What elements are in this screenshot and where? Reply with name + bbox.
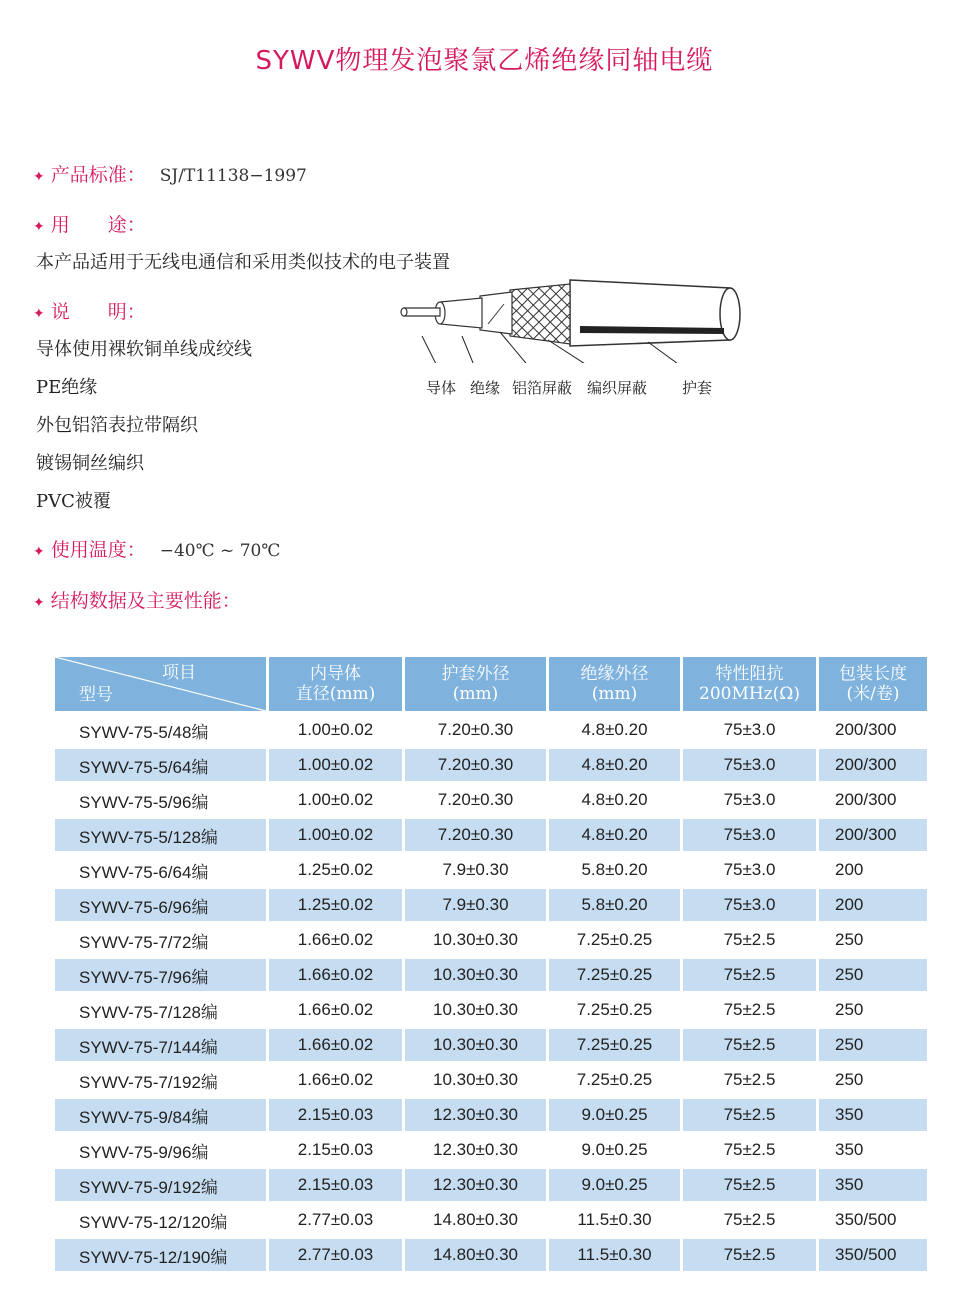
section-standard <box>33 160 307 187</box>
insulation-od-cell: 7.25±0.25 <box>549 959 680 991</box>
standard-value: SJ/T11138−1997 <box>159 166 307 186</box>
header-insulation-od <box>549 657 680 711</box>
table-row <box>55 1134 927 1166</box>
impedance-cell: 75±2.5 <box>683 1169 816 1201</box>
impedance-cell: 75±2.5 <box>683 959 816 991</box>
jacket-od-cell: 12.30±0.30 <box>405 1169 546 1201</box>
inner-diameter-cell: 1.66±0.02 <box>297 930 374 949</box>
label-braid-shield: 编织屏蔽 <box>587 379 648 397</box>
inner-diameter-cell: 1.66±0.02 <box>269 959 402 991</box>
usage-label: 用 途： <box>50 214 146 236</box>
impedance-cell: 75±2.5 <box>683 1099 816 1131</box>
model-cell: SYWV-75-5/48编 <box>79 722 209 742</box>
star-bullet-icon: ✦ <box>33 219 45 235</box>
package-length-cell: 250 <box>819 1029 927 1061</box>
model-cell: SYWV-75-9/192编 <box>55 1169 266 1201</box>
inner-diameter-cell: 1.25±0.02 <box>269 889 402 921</box>
package-length-cell: 350/500 <box>819 1239 927 1271</box>
table-row <box>55 714 927 746</box>
jacket-od-cell: 12.30±0.30 <box>405 1099 546 1131</box>
inner-diameter-cell: 1.66±0.02 <box>297 1000 374 1019</box>
jacket-shape <box>570 280 736 346</box>
table-row <box>55 749 927 781</box>
temperature-value: −40℃ ~ 70℃ <box>159 541 281 561</box>
insulation-od-cell: 5.8±0.20 <box>549 889 680 921</box>
label-foil-shield: 铝箔屏蔽 <box>512 379 573 397</box>
table-row <box>55 889 927 921</box>
jacket-od-cell: 14.80±0.30 <box>405 1239 546 1271</box>
star-bullet-icon: ✦ <box>33 306 45 322</box>
table-row <box>55 1029 927 1061</box>
page-title: SYWV物理发泡聚氯乙烯绝缘同轴电缆 <box>255 46 714 76</box>
impedance-cell: 75±2.5 <box>723 1210 776 1229</box>
package-length-cell: 200 <box>819 889 927 921</box>
jacket-od-cell: 7.20±0.30 <box>437 790 514 809</box>
inner-diameter-cell: 2.77±0.03 <box>269 1239 402 1271</box>
table-row <box>55 854 927 886</box>
header-line: 200MHz(Ω) <box>699 684 800 704</box>
corner-model-label: 型号 <box>79 685 113 705</box>
insulation-od-cell: 11.5±0.30 <box>549 1239 680 1271</box>
arrow-conductor <box>422 336 444 363</box>
jacket-od-cell: 12.30±0.30 <box>433 1140 518 1159</box>
insulation-od-cell: 9.0±0.25 <box>549 1099 680 1131</box>
impedance-cell: 75±2.5 <box>683 1239 816 1271</box>
inner-diameter-cell: 1.00±0.02 <box>297 720 374 739</box>
star-bullet-icon: ✦ <box>33 544 45 560</box>
package-length-cell: 350 <box>819 1169 927 1201</box>
model-cell: SYWV-75-7/96编 <box>55 959 266 991</box>
model-cell: SYWV-75-7/192编 <box>79 1072 218 1092</box>
impedance-cell: 75±3.0 <box>723 790 776 809</box>
insulation-od-cell: 4.8±0.20 <box>581 790 648 809</box>
label-conductor: 导体 <box>426 379 457 397</box>
header-jacket-od <box>405 657 546 711</box>
inner-diameter-cell: 2.77±0.03 <box>297 1210 374 1229</box>
inner-diameter-cell: 2.15±0.03 <box>297 1140 374 1159</box>
header-inner-conductor <box>269 657 402 711</box>
arrow-insulation <box>462 336 480 363</box>
insulation-od-cell: 9.0±0.25 <box>549 1169 680 1201</box>
star-bullet-icon: ✦ <box>33 595 45 611</box>
package-length-cell: 350 <box>819 1099 927 1131</box>
spec-table <box>52 654 930 1274</box>
table-row <box>55 924 927 956</box>
jacket-od-cell: 7.9±0.30 <box>405 889 546 921</box>
impedance-cell: 75±2.5 <box>723 1070 776 1089</box>
insulation-od-cell: 7.25±0.25 <box>576 1070 653 1089</box>
temperature-label: 使用温度： <box>50 539 146 561</box>
header-line: (mm) <box>591 684 638 704</box>
package-length-cell: 200/300 <box>835 720 897 739</box>
insulation-od-cell: 7.25±0.25 <box>576 930 653 949</box>
model-cell: SYWV-75-7/144编 <box>55 1029 266 1061</box>
arrow-jacket <box>648 342 700 363</box>
corner-item-label: 项目 <box>162 663 196 683</box>
table-row <box>55 819 927 851</box>
description-line: 镀锡铜丝编织 <box>36 453 144 474</box>
jacket-od-cell: 10.30±0.30 <box>433 930 518 949</box>
braid-shape <box>510 284 570 344</box>
insulation-od-cell: 7.25±0.25 <box>576 1000 653 1019</box>
label-insulation: 绝缘 <box>470 379 501 397</box>
jacket-od-cell: 7.9±0.30 <box>442 860 509 879</box>
inner-diameter-cell: 1.00±0.02 <box>297 790 374 809</box>
impedance-cell: 75±3.0 <box>683 819 816 851</box>
description-line: 导体使用裸软铜单线成绞线 <box>36 339 252 360</box>
header-line: (mm) <box>452 684 499 704</box>
impedance-cell: 75±3.0 <box>683 749 816 781</box>
section-temperature <box>33 535 280 562</box>
label-jacket: 护套 <box>682 379 713 397</box>
impedance-cell: 75±2.5 <box>723 1000 776 1019</box>
jacket-od-cell: 7.20±0.30 <box>437 720 514 739</box>
description-line: PVC被覆 <box>36 491 111 512</box>
conductor-end-shape <box>401 308 407 316</box>
model-cell: SYWV-75-5/96编 <box>79 792 209 812</box>
jacket-od-cell: 14.80±0.30 <box>433 1210 518 1229</box>
impedance-cell: 75±3.0 <box>723 720 776 739</box>
header-line: 护套外径 <box>441 664 510 684</box>
impedance-cell: 75±2.5 <box>683 1029 816 1061</box>
section-description <box>33 297 146 324</box>
header-impedance <box>683 657 816 711</box>
package-length-cell: 350 <box>835 1140 864 1159</box>
jacket-od-cell: 10.30±0.30 <box>405 959 546 991</box>
header-line: 特性阻抗 <box>715 664 784 684</box>
model-cell: SYWV-75-12/120编 <box>79 1212 228 1232</box>
description-line: PE绝缘 <box>36 377 98 398</box>
impedance-cell: 75±3.0 <box>683 889 816 921</box>
model-cell: SYWV-75-9/96编 <box>79 1142 209 1162</box>
insulation-od-cell: 4.8±0.20 <box>581 720 648 739</box>
insulation-od-cell: 9.0±0.25 <box>581 1140 648 1159</box>
impedance-cell: 75±3.0 <box>723 860 776 879</box>
header-line: 绝缘外径 <box>580 664 649 684</box>
header-package-length <box>819 657 927 711</box>
insulation-od-cell: 4.8±0.20 <box>549 749 680 781</box>
header-line: 包装长度 <box>839 664 907 684</box>
cable-diagram <box>400 268 750 363</box>
inner-diameter-cell: 1.25±0.02 <box>297 860 374 879</box>
package-length-cell: 200/300 <box>835 790 897 809</box>
structure-label: 结构数据及主要性能： <box>50 590 241 612</box>
model-cell: SYWV-75-9/84编 <box>55 1099 266 1131</box>
package-length-cell: 200 <box>835 860 864 879</box>
table-body <box>55 714 927 1271</box>
package-length-cell: 250 <box>819 959 927 991</box>
package-length-cell: 250 <box>835 1000 864 1019</box>
model-cell: SYWV-75-7/128编 <box>79 1002 218 1022</box>
table-row <box>55 1064 927 1096</box>
package-length-cell: 200/300 <box>819 819 927 851</box>
package-length-cell: 250 <box>835 930 864 949</box>
package-length-cell: 250 <box>835 1070 864 1089</box>
package-length-cell: 200/300 <box>819 749 927 781</box>
table-row <box>55 1204 927 1236</box>
table-row <box>55 1169 927 1201</box>
insulation-od-cell: 4.8±0.20 <box>549 819 680 851</box>
model-cell: SYWV-75-5/64编 <box>55 749 266 781</box>
standard-label: 产品标准： <box>50 164 146 186</box>
model-cell: SYWV-75-6/64编 <box>79 862 209 882</box>
foil-shape <box>480 292 512 334</box>
inner-diameter-cell: 1.66±0.02 <box>297 1070 374 1089</box>
star-bullet-icon: ✦ <box>33 169 45 185</box>
model-cell: SYWV-75-7/72编 <box>79 932 209 952</box>
insulation-od-cell: 7.25±0.25 <box>549 1029 680 1061</box>
jacket-od-cell: 7.20±0.30 <box>405 749 546 781</box>
inner-diameter-cell: 2.15±0.03 <box>269 1169 402 1201</box>
table-row <box>55 959 927 991</box>
description-label: 说 明： <box>50 301 146 323</box>
model-cell: SYWV-75-6/96编 <box>55 889 266 921</box>
header-line: 内导体 <box>310 664 361 684</box>
impedance-cell: 75±2.5 <box>723 1140 776 1159</box>
corner-header <box>55 657 266 711</box>
header-line: (米/卷) <box>846 684 900 704</box>
insulation-od-cell: 11.5±0.30 <box>577 1210 652 1229</box>
conductor-shape <box>404 308 440 316</box>
header-line: 直径(mm) <box>295 684 376 704</box>
table-row <box>55 784 927 816</box>
jacket-od-cell: 10.30±0.30 <box>433 1070 518 1089</box>
inner-diameter-cell: 1.00±0.02 <box>269 819 402 851</box>
jacket-od-cell: 10.30±0.30 <box>433 1000 518 1019</box>
jacket-od-cell: 10.30±0.30 <box>405 1029 546 1061</box>
table-row <box>55 1239 927 1271</box>
insulation-od-cell: 5.8±0.20 <box>581 860 648 879</box>
inner-diameter-cell: 2.15±0.03 <box>269 1099 402 1131</box>
jacket-od-cell: 7.20±0.30 <box>405 819 546 851</box>
inner-diameter-cell: 1.00±0.02 <box>269 749 402 781</box>
table-row <box>55 994 927 1026</box>
description-line: 外包铝箔表拉带隔织 <box>36 415 198 436</box>
section-structure <box>33 586 241 613</box>
section-usage <box>33 210 146 237</box>
model-cell: SYWV-75-12/190编 <box>55 1239 266 1271</box>
package-length-cell: 350/500 <box>835 1210 897 1229</box>
model-cell: SYWV-75-5/128编 <box>55 819 266 851</box>
table-row <box>55 1099 927 1131</box>
table-header-row <box>55 657 927 711</box>
usage-text: 本产品适用于无线电通信和采用类似技术的电子装置 <box>36 252 450 273</box>
insulation-shape <box>440 298 482 328</box>
impedance-cell: 75±2.5 <box>723 930 776 949</box>
inner-diameter-cell: 1.66±0.02 <box>269 1029 402 1061</box>
